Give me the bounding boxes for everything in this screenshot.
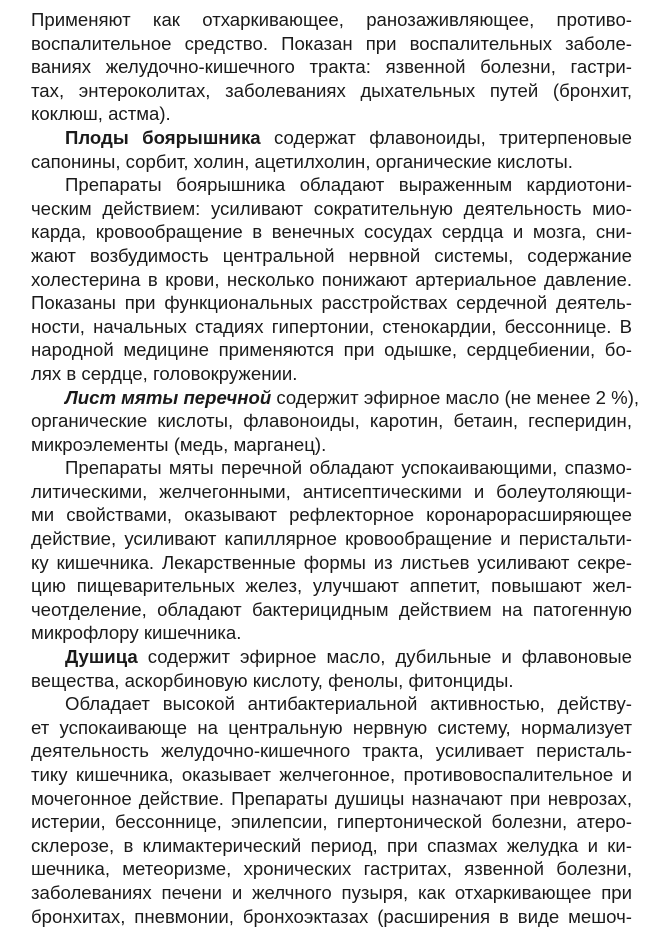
- text-line: холестерина в крови, несколько понижают артериальное давление.: [31, 268, 632, 290]
- text-run: содержит эфирное масло, дубильные и флавоновые: [137, 646, 632, 668]
- text-line: Препараты мяты перечной обладают успокаивающими, спазмо-: [65, 457, 632, 479]
- text-line: [31, 126, 632, 150]
- text-line: жают возбудимость центральной нервной системы, содержание: [31, 244, 632, 266]
- paragraph-expectorant: [31, 8, 632, 126]
- text-line: [31, 645, 632, 669]
- text-line: Обладает высокой антибактериальной активностью, действу-: [65, 693, 632, 715]
- text-run: содержит эфирное масло (не менее 2 %),: [271, 386, 640, 408]
- text-line: чеотделение, обладают бактерицидным действием на патогенную: [31, 598, 632, 620]
- text-line: ваниях желудочно-кишечного тракта: язвенной болезни, гастри-: [31, 56, 632, 78]
- paragraph-peppermint-preparations: [31, 456, 632, 645]
- text-line: [31, 386, 640, 410]
- paragraph-oregano-effects: [31, 692, 632, 928]
- text-line: истерии, бессоннице, эпилепсии, гипертонической болезни, атеро-: [31, 811, 632, 833]
- text-line: ет успокаивающе на центральную нервную систему, нормализует: [31, 716, 632, 738]
- text-line: микроэлементы (медь, марганец).: [31, 433, 327, 455]
- text-line: заболеваниях печени и желчного пузыря, как отхаркивающее при: [31, 881, 632, 903]
- text-line: ческим действием: усиливают сократительную деятельность мио-: [31, 197, 632, 219]
- text-line: тах, энтероколитах, заболеваниях дыхательных путей (бронхит,: [31, 79, 632, 101]
- text-run: содержат флавоноиды, тритерпеновые: [260, 126, 632, 148]
- text-line: деятельность желудочно-кишечного тракта, усиливает перисталь-: [31, 740, 632, 762]
- text-line: шечника, метеоризме, хронических гастритах, язвенной болезни,: [31, 858, 632, 880]
- text-line: вещества, аскорбиновую кислоту, фенолы, фитонциды.: [31, 669, 514, 691]
- text-line: Препараты боярышника обладают выраженным кардиотони-: [65, 174, 632, 196]
- text-line: Применяют как отхаркивающее, ранозаживляющее, противо-: [31, 9, 632, 30]
- term-oregano: Душица: [65, 646, 138, 668]
- text-line: коклюш, астма).: [31, 103, 171, 125]
- term-hawthorn-fruits: Плоды боярышника: [65, 126, 261, 148]
- text-line: ности, начальных стадиях гипертонии, стенокардии, бессоннице. В: [31, 315, 632, 337]
- text-line: бронхитах, пневмонии, бронхоэктазах (расширения в виде мешоч-: [31, 905, 632, 927]
- paragraph-peppermint-leaf: [31, 386, 640, 457]
- text-line: ми свойствами, оказывают рефлекторное коронарорасширяющее: [31, 504, 632, 526]
- text-line: цию пищеварительных желез, улучшают аппетит, повышают жел-: [31, 575, 632, 597]
- text-line: воспалительное средство. Показан при воспалительных заболе-: [31, 32, 632, 54]
- text-line: микрофлору кишечника.: [31, 622, 242, 644]
- text-line: мочегонное действие. Препараты душицы назначают при неврозах,: [31, 787, 632, 809]
- text-line: народной медицине применяются при одышке, сердцебиении, бо-: [31, 339, 632, 361]
- term-peppermint-leaf: Лист мяты перечной: [65, 386, 272, 408]
- text-line: литическими, желчегонными, антисептическими и болеутоляющи-: [31, 480, 632, 502]
- text-line: карда, кровообращение в венечных сосудах сердца и мозга, сни-: [31, 221, 632, 243]
- text-line: Показаны при функциональных расстройствах сердечной деятель-: [31, 292, 632, 314]
- text-line: сапонины, сорбит, холин, ацетилхолин, органические кислоты.: [31, 150, 573, 172]
- text-line: тику кишечника, оказывает желчегонное, противовоспалительное и: [31, 764, 632, 785]
- text-line: органические кислоты, флавоноиды, каротин, бетаин, гесперидин,: [31, 410, 632, 432]
- paragraph-oregano: [31, 645, 632, 692]
- text-line: ку кишечника. Лекарственные формы из листьев усиливают секре-: [31, 551, 632, 573]
- paragraph-hawthorn-preparations: [31, 173, 632, 385]
- text-line: склерозе, в климактерический период, при спазмах желудка и ки-: [31, 834, 632, 856]
- text-line: действие, усиливают капиллярное кровообращение и перистальти-: [31, 528, 632, 550]
- text-line: лях в сердце, головокружении.: [31, 362, 298, 384]
- paragraph-hawthorn-fruits: [31, 126, 632, 173]
